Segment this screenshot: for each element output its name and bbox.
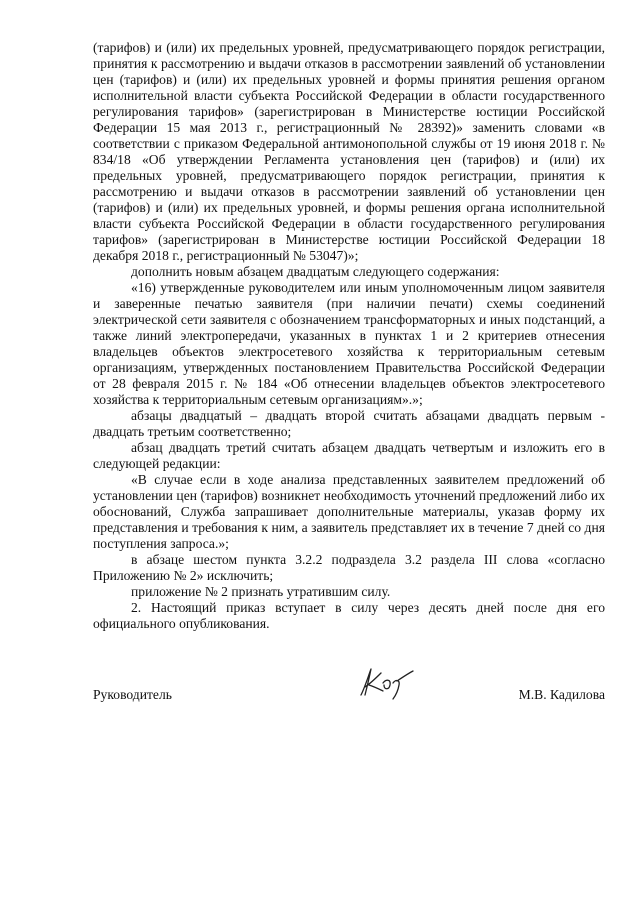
signature-block	[93, 683, 605, 707]
paragraph-new-edition: абзац двадцать третий считать абзацем двадцать четвертым и изложить его в следующей редакции:	[93, 440, 605, 471]
paragraph-exclude: в абзаце шестом пункта 3.2.2 подраздела 3.2 раздела III слова «согласно Приложению № 2» исключить;	[93, 552, 605, 583]
signatory-title: Руководитель	[93, 687, 172, 702]
paragraph-quoted-text: «В случае если в ходе анализа представленных заявителем предложений об установлении цен (тарифов) возникнет необходимость уточнений предложений либо их обоснований, Служба запрашивает дополнительные материалы, указав форму их представления и требования к ним, а заявитель представляет их в течение 7 дней со дня поступления запроса.»;	[93, 472, 605, 551]
paragraph-add-abzac: дополнить новым абзацем двадцатым следующего содержания:	[131, 264, 500, 279]
paragraph-renumber: абзацы двадцатый – двадцать второй считать абзацами двадцать первым - двадцать третьим соответственно;	[93, 408, 605, 439]
paragraph-continuation: (тарифов) и (или) их предельных уровней, предусматривающего порядок регистрации, принятия к рассмотрению и выдачи отказов в рассмотрении заявлений об установлении цен (тарифов) и (или) их предельных уровней и формы принятия решения органом исполнительной власти субъекта Российской Федерации в области государственного регулирования тарифов» (зарегистрирован в Министерстве юстиции Российской Федерации 15 мая 2013 г., регистрационный № 28392)» заменить словами «в соответствии с приказом Федеральной антимонопольной службы от 19 июня 2018 г. № 834/18 «Об утверждении Регламента установления цен (тарифов) и (или) их предельных уровней, предусматривающего порядок регистрации, принятия к рассмотрению и выдачи отказов в рассмотрении заявлений об установлении цен (тарифов) и (или) их предельных уровней, и формы решения органа исполнительной власти субъекта Российской Федерации в области государственного регулирования тарифов» (зарегистрирован в Министерстве юстиции Российской Федерации 18 декабря 2018 г., регистрационный № 53047)»;	[93, 40, 605, 263]
signatory-name: М.В. Кадилова	[518, 687, 605, 702]
document-body	[93, 40, 605, 632]
paragraph-annex-void: приложение № 2 признать утратившим силу.	[131, 584, 391, 599]
paragraph-item-16: «16) утвержденные руководителем или иным уполномоченным лицом заявителя и заверенные печатью заявителя (при наличии печати) схемы соединений электрической сети заявителя с обозначением трансформаторных и иных подстанций, а также линий электропередачи, указанных в пунктах 1 и 2 критериев отнесения владельцев объектов электросетевого хозяйства к территориальным сетевым организациям, утвержденных постановлением Правительства Российской Федерации от 28 февраля 2015 г. № 184 «Об отнесении владельцев объектов электросетевого хозяйства к территориальным сетевым организациям».»;	[93, 280, 605, 407]
handwritten-signature	[355, 665, 415, 701]
paragraph-effective-date: 2. Настоящий приказ вступает в силу через десять дней после дня его официального опубликования.	[93, 600, 605, 631]
